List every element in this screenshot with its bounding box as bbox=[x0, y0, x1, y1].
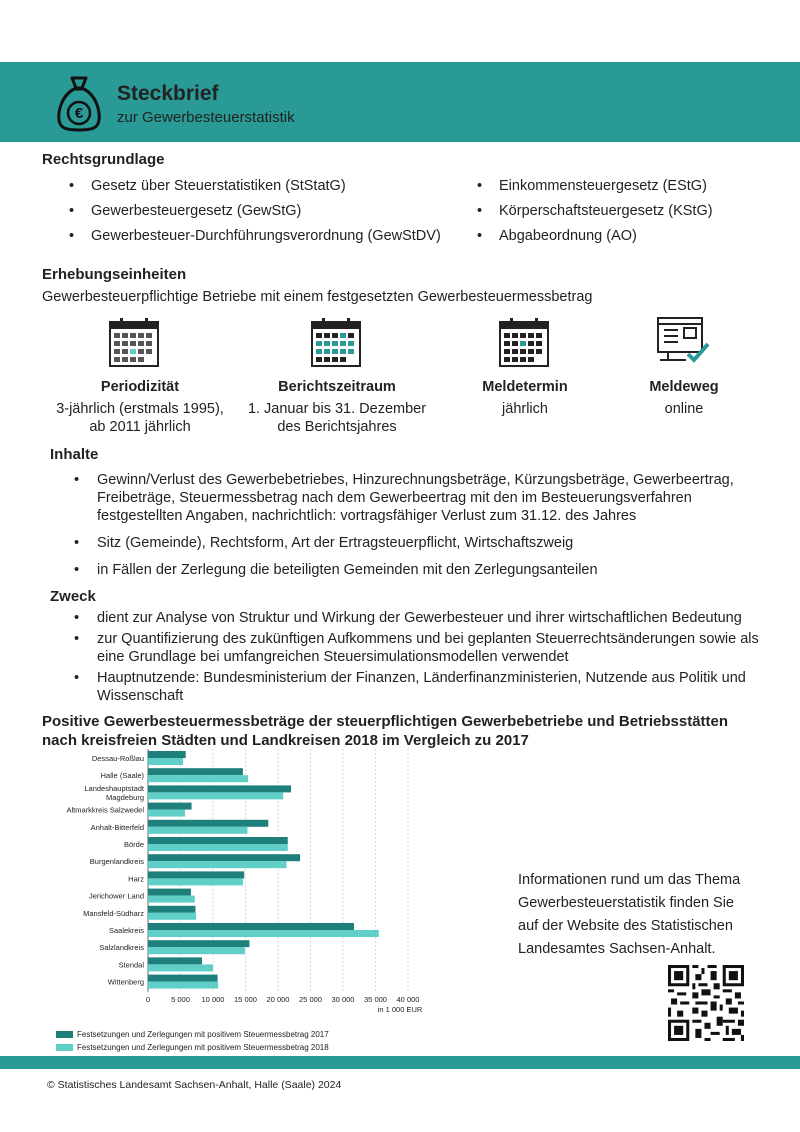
bar-2018 bbox=[148, 792, 283, 799]
bar-2018 bbox=[148, 896, 195, 903]
list-item: • Gewinn/Verlust des Gewerbebetriebes, Hinzurechnungsbeträge, Kürzungsbeträge, Gewerbeertrag, Freibeträge, Steuermessbetrag nach dem Gewerbeertrag mit den im Besteuerungsverfahren festgestellten Angaben, nachrichtlich: vortragsfähiger Verlust zum 31.12. des Jahres bbox=[74, 471, 774, 525]
list-item: • Körperschaftsteuergesetz (KStG) bbox=[477, 203, 713, 219]
fact-value: jährlich bbox=[502, 401, 548, 417]
money-bag-euro-icon bbox=[55, 74, 103, 132]
category-label: Mansfeld-Südharz bbox=[83, 908, 144, 918]
erhebung-text: Gewerbesteuerpflichtige Betriebe mit einem festgesetzten Gewerbesteuermessbetrag bbox=[42, 289, 593, 305]
list-item: • Gesetz über Steuerstatistiken (StStatG) bbox=[69, 178, 346, 194]
fact-label: Meldetermin bbox=[482, 379, 568, 395]
x-tick-label: 10 000 bbox=[201, 994, 225, 1004]
bar-2017 bbox=[148, 803, 192, 810]
fact-label: Berichtszeitraum bbox=[278, 379, 396, 395]
x-tick-label: 20 000 bbox=[266, 994, 290, 1004]
bar-2018 bbox=[148, 810, 185, 817]
fact-value: 1. Januar bis 31. Dezember bbox=[247, 401, 427, 417]
bar-2017 bbox=[148, 889, 191, 896]
bar-2018 bbox=[148, 844, 288, 851]
bar-2018 bbox=[148, 878, 243, 885]
bar-2018 bbox=[148, 947, 245, 954]
legend-item-2017: Festsetzungen und Zerlegungen mit positivem Steuermessbetrag 2017 bbox=[56, 1030, 329, 1039]
x-axis-unit-label: in 1 000 EUR bbox=[377, 1004, 423, 1014]
legend-swatch bbox=[56, 1031, 73, 1038]
bar-2017 bbox=[148, 785, 291, 792]
bar-2018 bbox=[148, 775, 248, 782]
list-item: • in Fällen der Zerlegung die beteiligten Gemeinden mit den Zerlegungsanteilen bbox=[74, 561, 774, 579]
fact-berichtszeitraum bbox=[237, 378, 437, 436]
bar-2018 bbox=[148, 964, 213, 971]
calendar-day-icon bbox=[498, 316, 550, 368]
list-item: • Sitz (Gemeinde), Rechtsform, Art der Ertragsteuerpflicht, Wirtschaftszweig bbox=[74, 534, 774, 552]
calendar-icon bbox=[108, 316, 160, 368]
info-text: Informationen rund um das Thema Gewerbesteuerstatistik finden Sie auf der Website des Statistischen Landesamtes Sachsen-Anhalt. bbox=[518, 872, 741, 957]
erhebung-heading: Erhebungseinheiten bbox=[42, 266, 187, 283]
x-tick-label: 25 000 bbox=[299, 994, 322, 1004]
online-form-check-icon bbox=[656, 316, 714, 370]
bar-2018 bbox=[148, 861, 286, 868]
bar-2017 bbox=[148, 854, 300, 861]
bar-2017 bbox=[148, 940, 249, 947]
bar-2017 bbox=[148, 923, 354, 930]
list-item: • dient zur Analyse von Struktur und Wirkung der Gewerbesteuer und ihrer wirtschaftlichen Bedeutung bbox=[74, 609, 774, 627]
header-banner bbox=[0, 62, 800, 142]
page-title: Steckbrief bbox=[117, 82, 219, 105]
fact-label: Meldeweg bbox=[649, 379, 719, 395]
legend-swatch bbox=[56, 1044, 73, 1051]
inhalte-heading: Inhalte bbox=[50, 446, 99, 463]
category-label: Börde bbox=[123, 840, 144, 849]
fact-meldetermin bbox=[455, 378, 595, 418]
legend-item-2018: Festsetzungen und Zerlegungen mit positivem Steuermessbetrag 2018 bbox=[56, 1043, 329, 1052]
svg-text:€: € bbox=[74, 105, 84, 122]
bar-2017 bbox=[148, 820, 268, 827]
qr-code-icon[interactable] bbox=[668, 965, 744, 1041]
x-tick-label: 5 000 bbox=[171, 994, 190, 1004]
fact-meldeweg bbox=[614, 378, 754, 418]
category-label: Wittenberg bbox=[107, 977, 144, 987]
category-label: Harz bbox=[128, 874, 144, 884]
page-subtitle: zur Gewerbesteuerstatistik bbox=[117, 109, 295, 126]
fact-periodizitaet bbox=[40, 378, 240, 436]
category-label: Halle (Saale) bbox=[100, 771, 144, 781]
category-label: Stendal bbox=[118, 960, 144, 970]
list-item: • Hauptnutzende: Bundesministerium der Finanzen, Länderfinanzministerien, Nutzende aus Politik und Wissenschaft bbox=[74, 669, 774, 705]
bar-2017 bbox=[148, 975, 218, 982]
chart-title: Positive Gewerbesteuermessbeträge der steuerpflichtigen Gewerbebetriebe und Betriebsstätten nach kreisfreien Städten und Landkreisen 2018 im Vergleich zu 2017 bbox=[42, 713, 729, 749]
fact-label: Periodizität bbox=[100, 379, 180, 395]
list-item: • zur Quantifizierung des zukünftigen Aufkommens und bei geplanten Steuerrechtsänderungen sowie als eine Grundlage bei umfangreichen Steuersimulationsmodellen verwendet bbox=[74, 630, 774, 666]
category-label: Anhalt-Bitterfeld bbox=[90, 822, 144, 832]
footer-bar bbox=[0, 1056, 800, 1069]
fact-value: online bbox=[664, 401, 704, 417]
calendar-highlight-icon bbox=[310, 316, 362, 368]
category-label: Altmarkkreis Salzwedel bbox=[66, 805, 144, 815]
bar-2018 bbox=[148, 930, 379, 937]
category-label: Burgenlandkreis bbox=[89, 857, 144, 867]
bar-2017 bbox=[148, 906, 195, 913]
list-item: • Abgabeordnung (AO) bbox=[477, 228, 637, 244]
chart-legend bbox=[56, 1030, 329, 1052]
x-tick-label: 15 000 bbox=[234, 994, 257, 1004]
x-tick-label: 35 000 bbox=[364, 994, 387, 1004]
list-item: • Einkommensteuergesetz (EStG) bbox=[477, 178, 707, 194]
bar-chart bbox=[40, 745, 460, 1035]
x-tick-label: 30 000 bbox=[331, 994, 355, 1004]
category-label: Saalekreis bbox=[108, 926, 144, 935]
rechtsgrundlage-right-list bbox=[477, 177, 777, 252]
inhalte-list bbox=[74, 471, 774, 579]
fact-value: 3-jährlich (erstmals 1995), bbox=[56, 401, 224, 417]
zweck-heading: Zweck bbox=[50, 588, 96, 605]
bar-2017 bbox=[148, 957, 202, 964]
category-label: Landeshauptstadt bbox=[84, 783, 144, 793]
x-tick-label: 40 000 bbox=[396, 994, 420, 1004]
bar-2017 bbox=[148, 751, 186, 758]
category-label: Jerichower Land bbox=[88, 891, 144, 901]
fact-value: des Berichtsjahres bbox=[277, 419, 397, 435]
bar-2018 bbox=[148, 827, 247, 834]
bar-2017 bbox=[148, 768, 243, 775]
list-item: • Gewerbesteuergesetz (GewStG) bbox=[69, 203, 302, 219]
rechtsgrundlage-left-list bbox=[69, 177, 469, 252]
footer-copyright: © Statistisches Landesamt Sachsen-Anhalt, Halle (Saale) 2024 bbox=[47, 1079, 342, 1091]
fact-value: ab 2011 jährlich bbox=[89, 419, 191, 435]
rechtsgrundlage-heading: Rechtsgrundlage bbox=[42, 151, 165, 168]
category-label: Magdeburg bbox=[106, 792, 144, 802]
bar-2018 bbox=[148, 982, 218, 989]
category-label: Dessau-Roßlau bbox=[91, 754, 144, 763]
zweck-list bbox=[74, 609, 774, 705]
bar-2017 bbox=[148, 837, 288, 844]
category-label: Salzlandkreis bbox=[99, 943, 144, 953]
bar-2018 bbox=[148, 913, 196, 920]
bar-2017 bbox=[148, 871, 244, 878]
bar-2018 bbox=[148, 758, 183, 765]
x-tick-label: 0 bbox=[145, 994, 151, 1004]
list-item: • Gewerbesteuer-Durchführungsverordnung (GewStDV) bbox=[69, 228, 441, 244]
